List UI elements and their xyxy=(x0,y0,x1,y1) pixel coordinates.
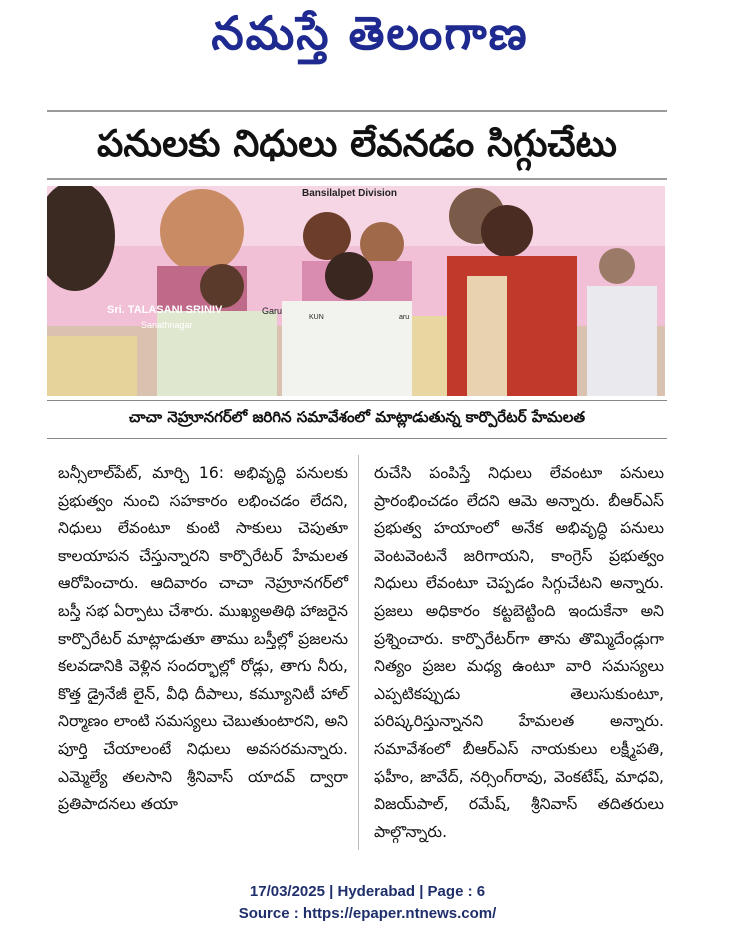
banner-name-mid: KUN xyxy=(309,314,324,321)
article-headline: పనులకు నిధులు లేవనడం సిగ్గుచేటు xyxy=(97,122,617,165)
banner-garu-text: Garu xyxy=(262,306,283,316)
banner-division-text: Bansilalpet Division xyxy=(302,188,398,199)
column-divider xyxy=(358,455,359,850)
newspaper-masthead xyxy=(150,4,590,74)
banner-garu-text-2: aru xyxy=(399,314,410,321)
top-divider xyxy=(47,110,667,112)
article-column-left: బన్సీలాల్‌పేట్, మార్చి 16: అభివృద్ధి పనులకు ప్రభుత్వం నుంచి సహకారం లభించడం లేదని, నిధులు లేవంటూ కుంటి సాకులు చెపుతూ కాలయాపన చేస్తున్నారని కార్పొరేటర్ హేమలత ఆరోపించారు. ఆదివారం చాచా నెహ్రూనగర్‌లో బస్తీ సభ ఏర్పాటు చేశారు. ముఖ్యఅతిథి హాజరైన కార్పొరేటర్ మాట్లాడుతూ తాము బస్తీల్లో ప్రజలను కలవడానికి వెళ్లిన సందర్భాల్లో రోడ్లు, తాగు నీరు, కొత్త డ్రైనేజీ లైన్, వీధి దీపాలు, కమ్యూనిటీ హాల్ నిర్మాణం లాంటి సమస్యలు చెబుతుంటారని, అని పూర్తి చేయాలంటే నిధులు అవసరమన్నారు. ఎమ్మెల్యే తలసాని శ్రీనివాస్ యాదవ్ ద్వారా ప్రతిపాదనలు తయా xyxy=(58,464,348,814)
footer-source: Source : https://epaper.ntnews.com/ xyxy=(238,905,497,922)
article-photo xyxy=(47,186,665,396)
caption-bottom-rule xyxy=(47,438,667,439)
photo-illustration xyxy=(47,186,665,396)
banner-name-left: Sri. TALASANI SRINIV xyxy=(107,304,223,316)
footer-date-page: 17/03/2025 | Hyderabad | Page : 6 xyxy=(249,883,486,900)
headline-divider xyxy=(47,178,667,180)
article-column-right: రుచేసి పంపిస్తే నిధులు లేవంటూ పనులు ప్రారంభించడం లేదని ఆమె అన్నారు. బీఆర్ఎస్ ప్రభుత్వ హయాంలో అనేక అభివృద్ధి పనులు వెంటవెంటనే జరిగాయని, కాంగ్రెస్ ప్రభుత్వం నిధులు లేవంటూ చెప్పడం సిగ్గుచేటని అన్నారు. ప్రజలు అధికారం కట్టబెట్టింది ఇందుకేనా అని ప్రశ్నించారు. కార్పొరేటర్‌గా తాను తొమ్మిదేండ్లుగా నిత్యం ప్రజల మధ్య ఉంటూ వారి సమస్యలు ఎప్పటికప్పుడు తెలుసుకుంటూ, పరిష్కరిస్తున్నానని హేమలత అన్నారు. సమావేశంలో బీఆర్ఎస్ నాయకులు లక్ష్మీపతి, ఫహీం, జావేద్, నర్సింగ్‌రావు, వెంకటేష్, మాధవి, విజయ్‌పాల్, రమేష్, శ్రీనివాస్ తదితరులు పాల్గొన్నారు. xyxy=(374,464,664,841)
caption-top-rule xyxy=(47,400,667,401)
banner-name-left-sub: Sanathnagar xyxy=(141,320,193,330)
masthead-title: నమస్తే తెలంగాణ xyxy=(211,6,529,60)
photo-caption: చాచా నెహ్రూనగర్‌లో జరిగిన సమావేశంలో మాట్లాడుతున్న కార్పొరేటర్ హేమలత xyxy=(128,408,586,426)
